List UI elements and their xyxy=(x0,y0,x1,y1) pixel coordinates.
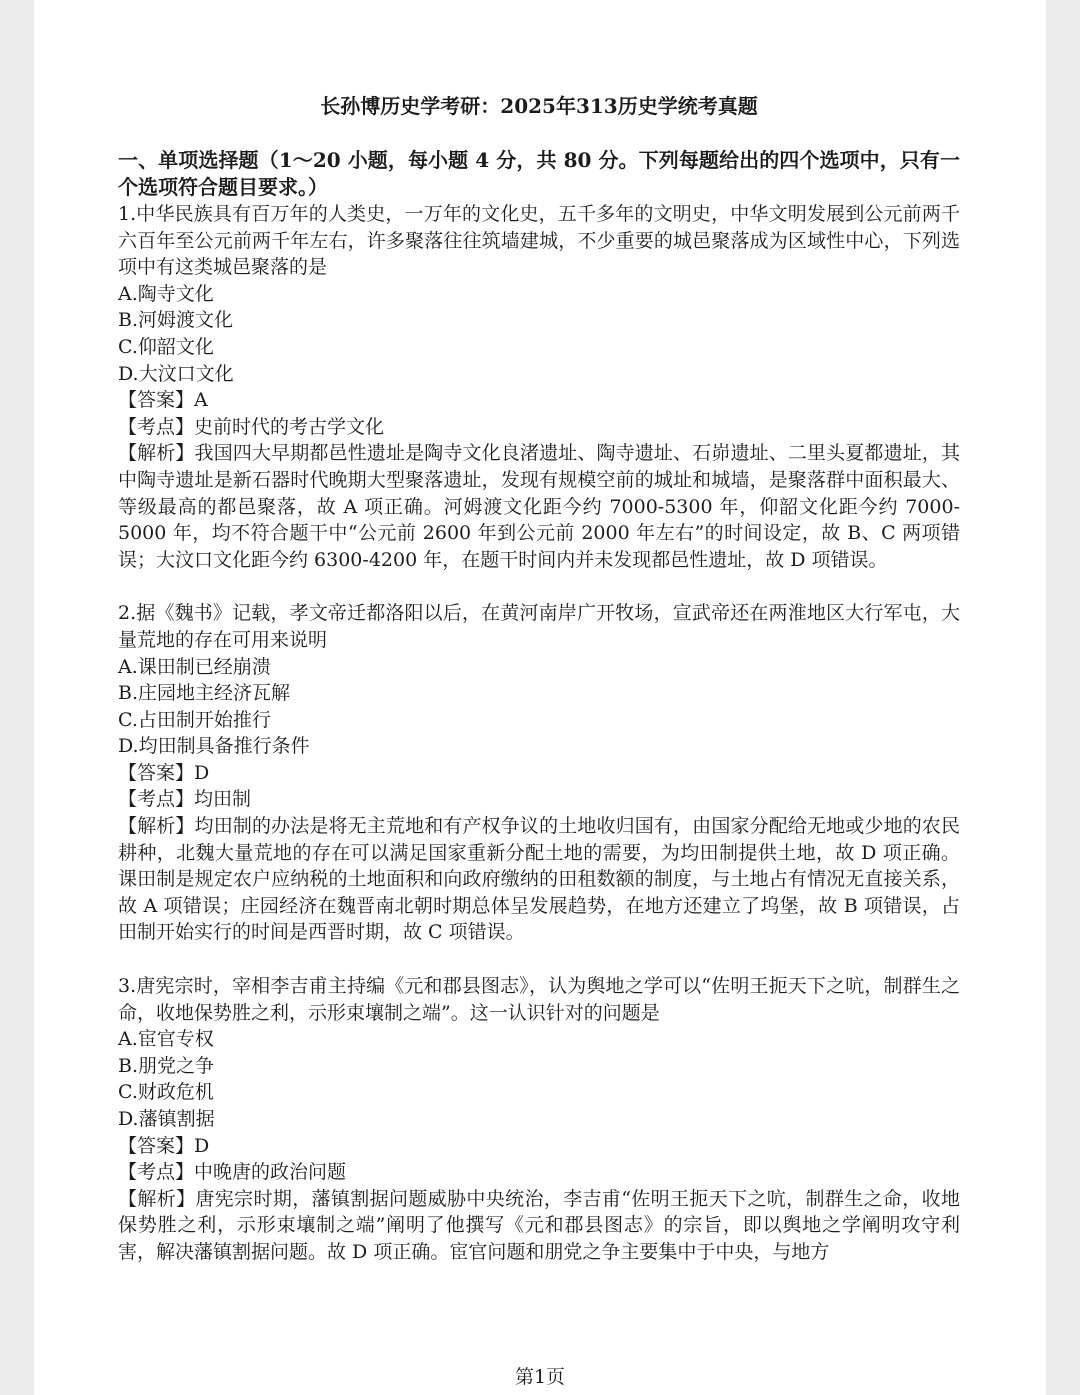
option-c: C.财政危机 xyxy=(118,1081,214,1104)
document-title: 长孙博历史学考研：2025年313历史学统考真题 xyxy=(320,94,758,118)
keypoint: 【考点】史前时代的考古学文化 xyxy=(118,415,385,438)
question-stem: 2.据《魏书》记载，孝文帝迁都洛阳以后，在黄河南岸广开牧场，宣武帝还在两淮地区大行军屯，大量荒地的存在可用来说明 xyxy=(118,602,960,651)
answer: 【答案】A xyxy=(118,389,208,412)
keypoint: 【考点】中晚唐的政治问题 xyxy=(118,1161,347,1184)
option-c: C.仰韶文化 xyxy=(118,335,214,358)
document-page xyxy=(34,0,1046,1395)
option-b: B.朋党之争 xyxy=(118,1054,215,1077)
keypoint: 【考点】均田制 xyxy=(118,788,252,811)
answer: 【答案】D xyxy=(118,761,210,784)
analysis: 【解析】唐宪宗时期，藩镇割据问题威胁中央统治，李吉甫“佐明王扼天下之吭，制群生之命，收地保势胜之利，示形束壤制之端”阐明了他撰写《元和郡县图志》的宗旨，即以舆地之学阐明攻守利害，解决藩镇割据问题。故 D 项正确。宦官问题和朋党之争主要集中于中央，与地方 xyxy=(118,1187,960,1263)
page-number: 第1页 xyxy=(514,1366,566,1388)
option-d: D.均田制具备推行条件 xyxy=(118,735,310,758)
option-c: C.占田制开始推行 xyxy=(118,708,271,731)
page-content xyxy=(118,92,960,1293)
option-a: A.宦官专权 xyxy=(118,1028,214,1051)
option-b: B.庄园地主经济瓦解 xyxy=(118,682,291,705)
option-d: D.藩镇割据 xyxy=(118,1108,215,1130)
option-b: B.河姆渡文化 xyxy=(118,309,234,332)
question-3 xyxy=(118,973,960,1266)
question-stem: 1.中华民族具有百万年的人类史，一万年的文化史，五千多年的文明史，中华文明发展到公元前两千六百年至公元前两千年左右，许多聚落往往筑墙建城，不少重要的城邑聚落成为区域性中心，下列选项中有这类城邑聚落的是 xyxy=(118,203,960,279)
option-a: A.陶寺文化 xyxy=(118,282,214,305)
answer: 【答案】D xyxy=(118,1134,210,1157)
analysis: 【解析】我国四大早期都邑性遗址是陶寺文化良渚遗址、陶寺遗址、石峁遗址、二里头夏都遗址，其中陶寺遗址是新石器时代晚期大型聚落遗址，发现有规模空前的城址和城墙，是聚落群中面积最大、等级最高的都邑聚落，故 A 项正确。河姆渡文化距今约 7000-5300 年，仰韶文化距今约 7000-5000 年，均不符合题干中“公元前 2600 年到公元前 2000 年左右”的时间设定，故 B、C 两项错误；大汶口文化距今约 6300-4200 年，在题干时间内并未发现都邑性遗址，故 D 项错误。 xyxy=(118,442,960,571)
question-1 xyxy=(118,201,960,573)
question-2 xyxy=(118,600,960,946)
option-a: A.课田制已经崩溃 xyxy=(118,655,271,678)
option-d: D.大汶口文化 xyxy=(118,362,234,385)
analysis: 【解析】均田制的办法是将无主荒地和有产权争议的土地收归国有，由国家分配给无地或少地的农民耕种，北魏大量荒地的存在可以满足国家重新分配土地的需要，为均田制提供土地，故 D 项正确。课田制是规定农户应纳税的土地面积和向政府缴纳的田租数额的制度，与土地占有情况无直接关系，故 A 项错误；庄园经济在魏晋南北朝时期总体呈发展趋势，在地方还建立了坞堡，故 B 项错误，占田制开始实行的时间是西晋时期，故 C 项错误。 xyxy=(118,815,960,944)
question-stem: 3.唐宪宗时，宰相李吉甫主持编《元和郡县图志》，认为舆地之学可以“佐明王扼天下之吭，制群生之命，收地保势胜之利，示形束壤制之端”。这一认识针对的问题是 xyxy=(118,975,960,1024)
section-heading: 一、单项选择题（1～20 小题，每小题 4 分，共 80 分。下列每题给出的四个选项中，只有一个选项符合题目要求。） xyxy=(118,148,960,199)
